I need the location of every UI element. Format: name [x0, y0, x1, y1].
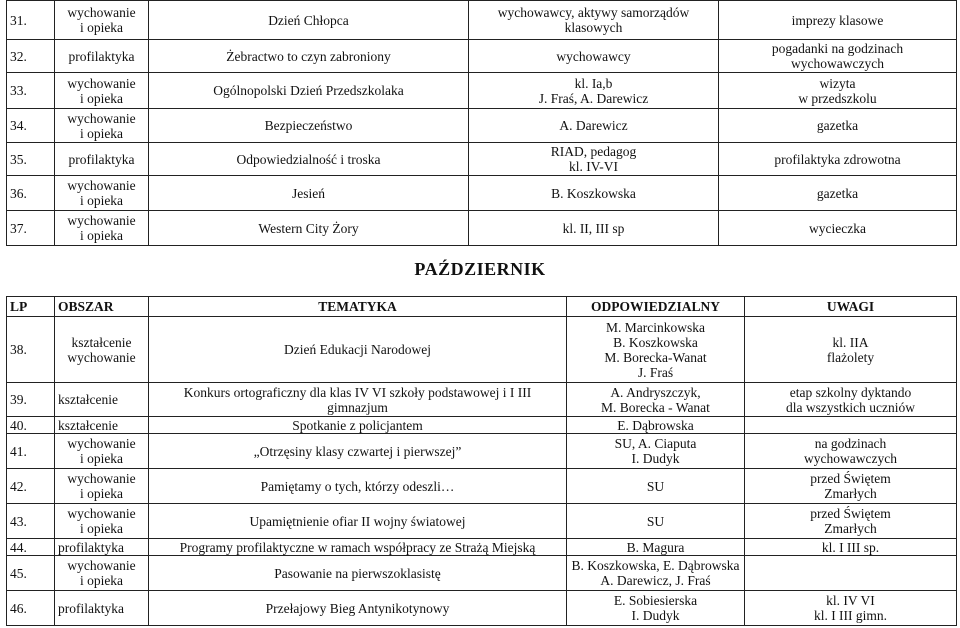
row-area — [55, 1, 149, 40]
row-topic-line: Pamiętamy o tych, którzy odeszli… — [260, 478, 455, 494]
row-responsible — [567, 317, 745, 383]
row-topic-line: Programy profilaktyczne w ramach współpracy ze Strażą Miejską — [179, 539, 536, 555]
row-responsible-line: kl. Ia,b — [574, 75, 613, 91]
row-number: 33. — [7, 73, 55, 109]
row-number: 40. — [7, 417, 55, 434]
row-notes — [745, 504, 957, 539]
row-area-line: i opieka — [79, 90, 124, 106]
row-topic: Odpowiedzialność i troska — [149, 143, 469, 176]
row-topic-line: Upamiętnienie ofiar II wojny światowej — [249, 513, 466, 529]
table-row — [7, 434, 957, 469]
row-number: 41. — [7, 434, 55, 469]
row-topic — [149, 556, 567, 591]
table-row — [7, 504, 957, 539]
row-area-line: wychowanie — [67, 213, 136, 228]
row-notes — [719, 109, 957, 143]
row-responsible-line: RIAD, pedagog — [550, 144, 637, 159]
row-topic — [149, 317, 567, 383]
row-notes — [745, 417, 957, 434]
row-responsible-line: I. Dudyk — [631, 451, 680, 466]
row-topic — [149, 434, 567, 469]
row-notes — [745, 383, 957, 417]
row-area — [55, 417, 149, 434]
row-responsible — [469, 211, 719, 246]
row-notes-line: gazetka — [816, 185, 859, 201]
row-responsible — [567, 539, 745, 556]
row-number: 34. — [7, 109, 55, 143]
row-responsible-line: B. Magura — [626, 539, 685, 555]
row-area-line: profilaktyka — [68, 48, 135, 64]
table-row — [7, 211, 957, 246]
row-topic-line: Konkurs ortograficzny dla klas IV VI szkoły podstawowej i I III — [183, 384, 532, 400]
row-area — [55, 211, 149, 246]
row-responsible-line: SU — [646, 513, 665, 529]
row-area-line: i opieka — [79, 20, 124, 35]
row-notes-line: wychowawczych — [791, 56, 884, 71]
october-schedule-table — [6, 296, 957, 626]
row-area-line: i opieka — [79, 573, 124, 588]
row-responsible — [469, 109, 719, 143]
row-topic — [149, 591, 567, 626]
row-area-line: i opieka — [79, 193, 124, 208]
table-row — [7, 40, 957, 73]
row-notes — [719, 211, 957, 246]
row-responsible-line: SU — [646, 478, 665, 494]
row-notes-line: wychowawczych — [804, 451, 897, 466]
row-notes — [719, 176, 957, 211]
row-area-line: i opieka — [79, 125, 124, 141]
row-number: 36. — [7, 176, 55, 211]
row-area — [55, 504, 149, 539]
row-notes — [719, 73, 957, 109]
row-topic — [149, 469, 567, 504]
row-notes — [745, 556, 957, 591]
row-number: 44. — [7, 539, 55, 556]
row-notes — [719, 40, 957, 73]
row-notes — [719, 1, 957, 40]
row-area-line: kształcenie — [71, 334, 132, 350]
row-notes-line: Zmarłych — [824, 521, 877, 536]
row-area-line: wychowanie — [67, 5, 136, 20]
row-responsible — [567, 417, 745, 434]
row-area-line: kształcenie — [58, 392, 118, 407]
row-area — [55, 383, 149, 417]
header-notes: UWAGI — [745, 297, 957, 317]
row-topic — [149, 539, 567, 556]
row-responsible — [469, 40, 719, 73]
row-responsible-line: J. Fraś, A. Darewicz — [538, 90, 649, 106]
row-number: 32. — [7, 40, 55, 73]
row-area-line: profilaktyka — [58, 600, 124, 616]
row-topic: Bezpieczeństwo — [149, 109, 469, 143]
row-area-line: i opieka — [79, 521, 124, 536]
row-responsible-line: I. Dudyk — [631, 608, 680, 623]
table-row — [7, 383, 957, 417]
row-responsible-line: B. Koszkowska — [551, 185, 636, 201]
row-area-line: profilaktyka — [68, 151, 135, 167]
row-area — [55, 434, 149, 469]
row-topic-line: Przełajowy Bieg Antynikotynowy — [265, 600, 450, 616]
row-responsible-line: M. Borecka - Wanat — [601, 399, 710, 415]
row-area-line: i opieka — [79, 451, 124, 466]
row-area — [55, 143, 149, 176]
row-topic: Western City Żory — [149, 211, 469, 246]
row-number: 39. — [7, 383, 55, 417]
row-area — [55, 109, 149, 143]
row-topic: Dzień Chłopca — [149, 1, 469, 40]
table-row — [7, 143, 957, 176]
row-responsible-line: A. Darewicz — [559, 118, 628, 133]
row-topic-line: Spotkanie z policjantem — [292, 417, 423, 433]
table-row — [7, 176, 957, 211]
row-number: 31. — [7, 1, 55, 40]
row-notes-line: przed Świętem — [810, 506, 891, 521]
row-responsible-line: klasowych — [564, 20, 623, 35]
row-number: 42. — [7, 469, 55, 504]
row-notes-line: przed Świętem — [810, 471, 891, 486]
table-row — [7, 417, 957, 434]
row-notes-line: kl. IV VI — [826, 593, 875, 608]
row-area-line: wychowanie — [67, 558, 136, 573]
row-area — [55, 176, 149, 211]
row-notes-line: flażolety — [826, 349, 875, 365]
row-topic-line: Pasowanie na pierwszoklasistę — [274, 565, 441, 581]
row-responsible — [567, 434, 745, 469]
row-area — [55, 317, 149, 383]
row-area-line: kształcenie — [58, 417, 118, 433]
row-notes-line: profilaktyka zdrowotna — [774, 151, 901, 167]
row-area-line: i opieka — [79, 486, 124, 501]
table-row — [7, 539, 957, 556]
row-area — [55, 556, 149, 591]
row-area-line: wychowanie — [67, 506, 136, 521]
table-row — [7, 469, 957, 504]
row-responsible-line: J. Fraś — [637, 364, 674, 380]
row-responsible-line: B. Koszkowska — [613, 334, 698, 350]
row-area-line: wychowanie — [67, 110, 136, 126]
month-heading: PAŹDZIERNIK — [414, 259, 546, 279]
row-notes-line: dla wszystkich uczniów — [786, 399, 915, 415]
row-notes-line: wizyta — [819, 75, 856, 91]
row-topic-line: „Otrzęsiny klasy czwartej i pierwszej” — [253, 443, 462, 459]
row-notes — [745, 469, 957, 504]
row-responsible — [469, 143, 719, 176]
row-responsible-line: A. Andryszczyk, — [610, 384, 701, 400]
row-topic — [149, 383, 567, 417]
row-area — [55, 469, 149, 504]
row-notes-line: kl. I III gimn. — [813, 608, 888, 623]
row-notes — [745, 434, 957, 469]
row-responsible-line: M. Marcinkowska — [606, 319, 705, 335]
row-topic — [149, 504, 567, 539]
row-responsible-line: SU, A. Ciaputa — [614, 436, 697, 451]
row-topic: Jesień — [149, 176, 469, 211]
row-notes — [745, 591, 957, 626]
row-area — [55, 73, 149, 109]
row-responsible-line: M. Borecka-Wanat — [604, 349, 707, 365]
row-notes-line: etap szkolny dyktando — [789, 384, 912, 400]
row-responsible — [469, 73, 719, 109]
row-responsible — [469, 176, 719, 211]
row-topic-line: gimnazjum — [327, 399, 388, 415]
row-responsible-line: B. Koszkowska, E. Dąbrowska — [571, 558, 740, 573]
header-area: OBSZAR — [55, 297, 149, 317]
row-area — [55, 591, 149, 626]
row-area — [55, 539, 149, 556]
row-area-line: wychowanie — [67, 178, 136, 193]
row-responsible-line: A. Darewicz, J. Fraś — [600, 573, 711, 588]
row-number: 46. — [7, 591, 55, 626]
row-topic-line: Dzień Edukacji Narodowej — [284, 342, 431, 357]
header-row — [7, 297, 957, 317]
row-notes-line: kl. IIA — [832, 334, 869, 350]
row-number: 45. — [7, 556, 55, 591]
row-area — [55, 40, 149, 73]
row-responsible-line: wychowawcy — [556, 48, 631, 64]
row-topic: Żebractwo to czyn zabroniony — [149, 40, 469, 73]
row-notes — [719, 143, 957, 176]
row-number: 37. — [7, 211, 55, 246]
row-area-line: wychowanie — [67, 349, 136, 365]
row-area-line: i opieka — [79, 228, 124, 243]
row-area-line: wychowanie — [67, 436, 136, 451]
row-responsible-line: kl. II, III sp — [562, 220, 625, 236]
row-area-line: wychowanie — [67, 75, 136, 91]
table-row — [7, 1, 957, 40]
row-number: 35. — [7, 143, 55, 176]
table-row — [7, 109, 957, 143]
row-topic — [149, 417, 567, 434]
row-notes-line: kl. I III sp. — [821, 539, 880, 555]
row-area-line: profilaktyka — [58, 539, 124, 555]
row-notes-line: pogadanki na godzinach — [771, 41, 904, 56]
row-responsible — [567, 591, 745, 626]
row-responsible — [567, 383, 745, 417]
row-notes-line: gazetka — [816, 118, 859, 133]
continued-schedule-table — [6, 0, 957, 246]
table-row — [7, 317, 957, 383]
row-responsible-line: E. Dąbrowska — [617, 417, 694, 433]
row-responsible — [469, 1, 719, 40]
row-responsible-line: E. Sobiesierska — [613, 593, 698, 608]
row-notes-line: imprezy klasowe — [791, 12, 884, 28]
row-notes-line: na godzinach — [814, 436, 887, 451]
row-number: 43. — [7, 504, 55, 539]
row-responsible — [567, 504, 745, 539]
header-lp: LP — [7, 297, 55, 317]
row-responsible — [567, 469, 745, 504]
row-topic: Ogólnopolski Dzień Przedszkolaka — [149, 73, 469, 109]
row-notes — [745, 539, 957, 556]
table-row — [7, 73, 957, 109]
table-row — [7, 556, 957, 591]
row-notes-line: w przedszkolu — [798, 90, 877, 106]
row-notes-line: wycieczka — [809, 220, 866, 236]
header-topic: TEMATYKA — [149, 297, 567, 317]
row-number: 38. — [7, 317, 55, 383]
row-responsible-line: kl. IV-VI — [569, 159, 618, 174]
table-row — [7, 591, 957, 626]
row-responsible — [567, 556, 745, 591]
row-notes-line: Zmarłych — [824, 486, 877, 501]
row-notes — [745, 317, 957, 383]
row-area-line: wychowanie — [67, 471, 136, 486]
header-responsible: ODPOWIEDZIALNY — [567, 297, 745, 317]
row-responsible-line: wychowawcy, aktywy samorządów — [497, 5, 690, 20]
